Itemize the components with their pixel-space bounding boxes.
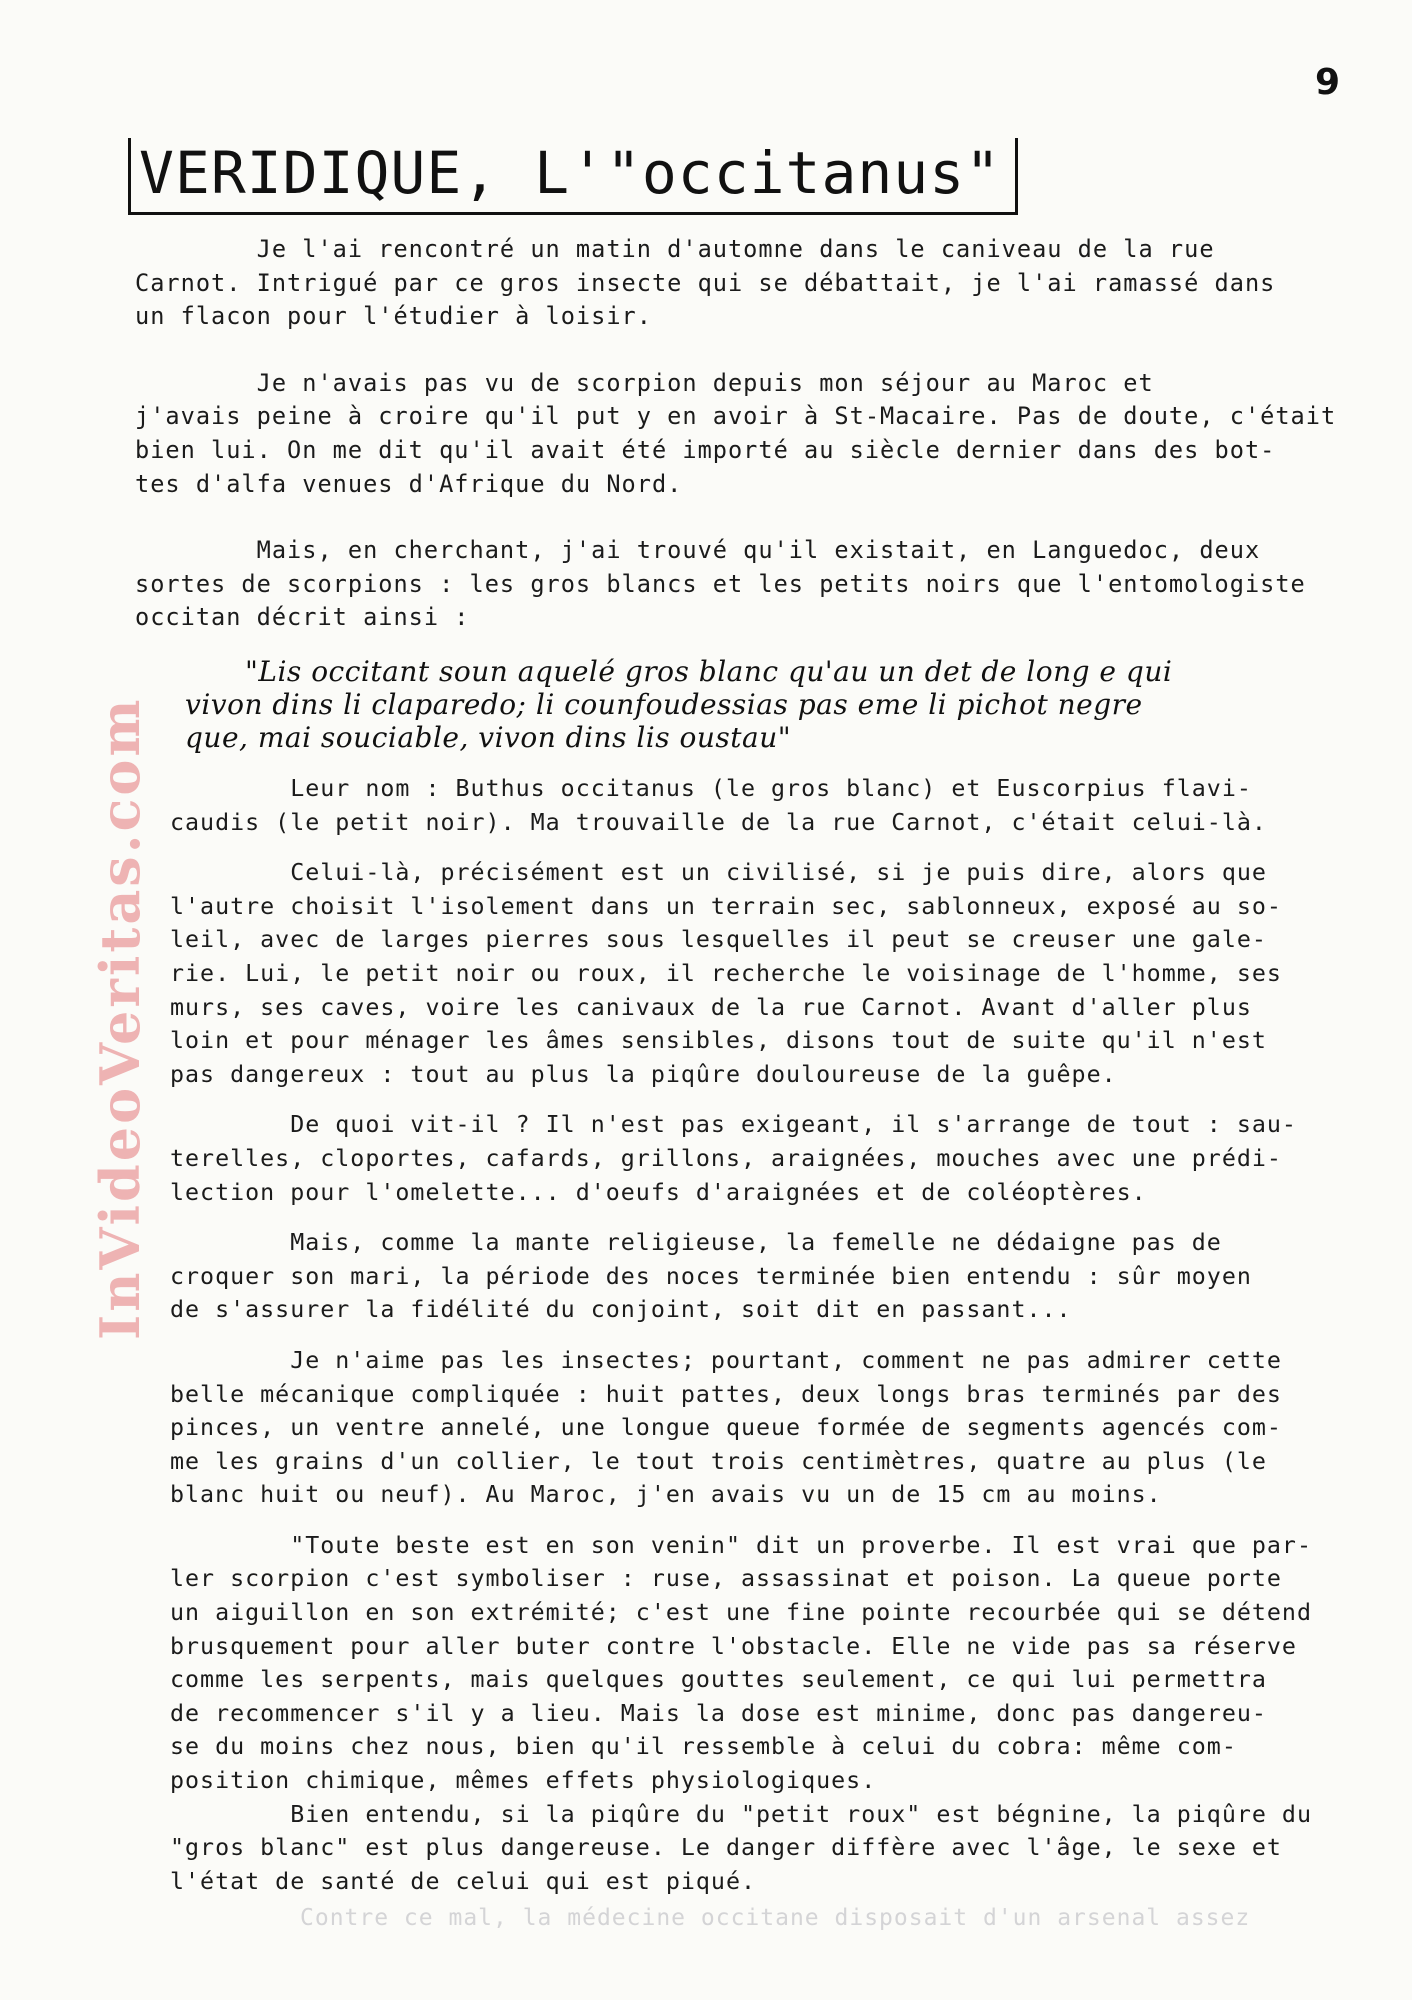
paragraph-3 xyxy=(135,534,1336,635)
text-line: un aiguillon en son extrémité; c'est une fine pointe recourbée qui se détend xyxy=(170,1599,1312,1627)
text-line: "Toute beste est en son venin" dit un proverbe. Il est vrai que par- xyxy=(170,1531,1312,1559)
paragraph-2 xyxy=(135,367,1336,501)
text-line: position chimique, mêmes effets physiologiques. xyxy=(170,1767,877,1795)
quote-line: "Lis occitant soun aquelé gros blanc qu'au un det de long e qui xyxy=(245,655,1173,688)
text-line: Mais, comme la mante religieuse, la femelle ne dédaigne pas de xyxy=(170,1229,1222,1257)
text-line: sortes de scorpions : les gros blancs et les petits noirs que l'entomologiste xyxy=(135,569,1306,598)
text-line: de s'assurer la fidélité du conjoint, soit dit en passant... xyxy=(170,1296,1072,1324)
quote-line: vivon dins li claparedo; li counfoudessias pas eme li pichot negre xyxy=(185,688,1143,721)
occitan-quote xyxy=(185,655,1172,754)
text-line: de recommencer s'il y a lieu. Mais la dose est minime, donc pas dangereu- xyxy=(170,1699,1267,1727)
body-paragraphs xyxy=(170,772,1312,1898)
bleed-through-text: Contre ce mal, la médecine occitane disposait d'un arsenal assez xyxy=(300,1905,1251,1931)
page-number: 9 xyxy=(1315,62,1341,103)
text-line: brusquement pour aller buter contre l'obstacle. Elle ne vide pas sa réserve xyxy=(170,1632,1297,1660)
text-line: blanc huit ou neuf). Au Maroc, j'en avais vu un de 15 cm au moins. xyxy=(170,1481,1162,1509)
intro-paragraphs xyxy=(135,233,1336,635)
text-line: se du moins chez nous, bien qu'il ressemble à celui du cobra: même com- xyxy=(170,1733,1237,1761)
text-line: ler scorpion c'est symboliser : ruse, assassinat et poison. La queue porte xyxy=(170,1565,1282,1593)
paragraph-7 xyxy=(170,1226,1312,1327)
paragraph-9 xyxy=(170,1529,1312,1899)
text-line: me les grains d'un collier, le tout trois centimètres, quatre au plus (le xyxy=(170,1447,1267,1475)
text-line: occitan décrit ainsi : xyxy=(135,603,470,632)
text-line: Bien entendu, si la piqûre du "petit roux" est bégnine, la piqûre du xyxy=(170,1800,1312,1828)
text-line: bien lui. On me dit qu'il avait été importé au siècle dernier dans des bot- xyxy=(135,435,1276,464)
text-line: belle mécanique compliquée : huit pattes, deux longs bras terminés par des xyxy=(170,1380,1282,1408)
text-line: Je l'ai rencontré un matin d'automne dans le caniveau de la rue xyxy=(135,235,1215,263)
text-line: terelles, cloportes, cafards, grillons, araignées, mouches avec une prédi- xyxy=(170,1144,1282,1172)
text-line: caudis (le petit noir). Ma trouvaille de la rue Carnot, c'était celui-là. xyxy=(170,808,1267,836)
text-line: Leur nom : Buthus occitanus (le gros blanc) et Euscorpius flavi- xyxy=(170,775,1252,802)
text-line: pinces, un ventre annelé, une longue queue formée de segments agencés com- xyxy=(170,1414,1282,1442)
paragraph-6 xyxy=(170,1108,1312,1209)
text-line: comme les serpents, mais quelques gouttes seulement, ce qui lui permettra xyxy=(170,1666,1267,1694)
text-line: pas dangereux : tout au plus la piqûre douloureuse de la guêpe. xyxy=(170,1060,1117,1088)
text-line: un flacon pour l'étudier à loisir. xyxy=(135,302,652,331)
text-line: croquer son mari, la période des noces terminée bien entendu : sûr moyen xyxy=(170,1262,1252,1290)
text-line: l'état de santé de celui qui est piqué. xyxy=(170,1867,757,1895)
page-title: VERIDIQUE, L'"occitanus" xyxy=(128,138,1018,215)
quote-line: que, mai souciable, vivon dins lis oustau" xyxy=(185,721,792,754)
text-line: loin et pour ménager les âmes sensibles, disons tout de suite qu'il n'est xyxy=(170,1027,1267,1055)
text-line: tes d'alfa venues d'Afrique du Nord. xyxy=(135,469,683,498)
watermark: InVideoVeritas.com xyxy=(88,696,152,1340)
text-line: l'autre choisit l'isolement dans un terrain sec, sablonneux, exposé au so- xyxy=(170,892,1282,920)
paragraph-5 xyxy=(170,856,1312,1091)
paragraph-8 xyxy=(170,1344,1312,1512)
text-line: Mais, en cherchant, j'ai trouvé qu'il existait, en Languedoc, deux xyxy=(135,536,1261,565)
text-line: Celui-là, précisément est un civilisé, si je puis dire, alors que xyxy=(170,859,1267,887)
text-line: Je n'avais pas vu de scorpion depuis mon séjour au Maroc et xyxy=(135,368,1154,397)
text-line: murs, ses caves, voire les canivaux de la rue Carnot. Avant d'aller plus xyxy=(170,993,1252,1021)
text-line: De quoi vit-il ? Il n'est pas exigeant, il s'arrange de tout : sau- xyxy=(170,1111,1297,1139)
text-line: lection pour l'omelette... d'oeufs d'araignées et de coléoptères. xyxy=(170,1178,1147,1206)
text-line: rie. Lui, le petit noir ou roux, il recherche le voisinage de l'homme, ses xyxy=(170,959,1282,987)
text-line: leil, avec de larges pierres sous lesquelles il peut se creuser une gale- xyxy=(170,926,1267,954)
text-line: Je n'aime pas les insectes; pourtant, comment ne pas admirer cette xyxy=(170,1346,1282,1374)
paragraph-4 xyxy=(170,772,1312,839)
text-line: j'avais peine à croire qu'il put y en avoir à St-Macaire. Pas de doute, c'était xyxy=(135,402,1337,431)
text-line: "gros blanc" est plus dangereuse. Le danger diffère avec l'âge, le sexe et xyxy=(170,1834,1282,1862)
text-line: Carnot. Intrigué par ce gros insecte qui se débattait, je l'ai ramassé dans xyxy=(135,268,1276,297)
paragraph-1 xyxy=(135,233,1336,334)
